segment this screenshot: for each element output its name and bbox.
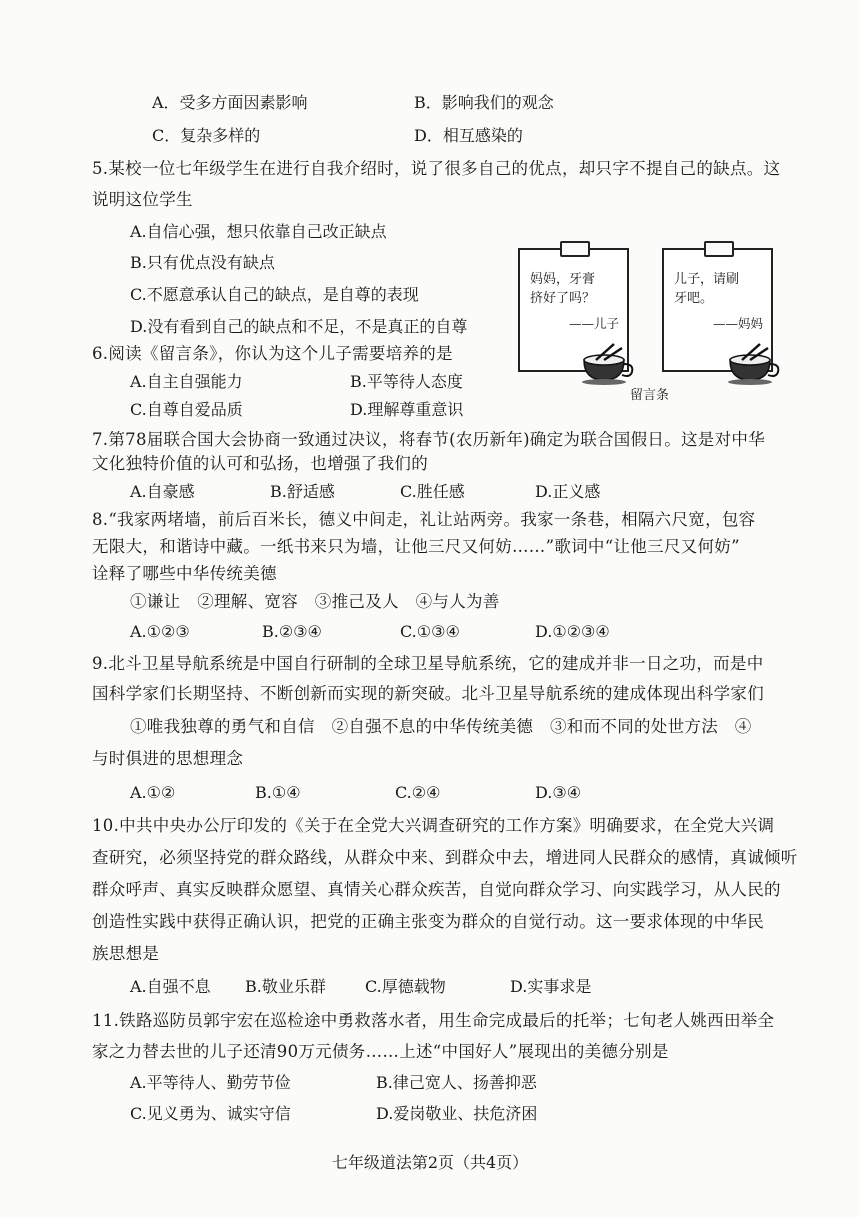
q6-stem: 6.阅读《留言条》，你认为这个儿子需要培养的是 — [92, 344, 453, 363]
q9-statements-line-1: ①唯我独尊的勇气和自信 ②自强不息的中华传统美德 ③和而不同的处世方法 ④ — [130, 717, 752, 736]
q8-stem-line-1: 8.“我家两堵墙，前后百米长，德义中间走，礼让站两旁。我家一条巷，相隔六尺宽，包容 — [92, 510, 756, 529]
q9-stem-line-2: 国科学家们长期坚持、不断创新而实现的新突破。北斗卫星导航系统的建成体现出科学家们 — [92, 684, 764, 703]
q10-stem-line-1: 10.中共中央办公厅印发的《关于在全党大兴调查研究的工作方案》明确要求，在全党大兴调 — [92, 816, 775, 835]
q6-option-a: A.自主自强能力 — [130, 372, 243, 391]
q7-stem-line-2: 文化独特价值的认可和弘扬，也增强了我们的 — [92, 454, 428, 473]
q9-option-b: B.①④ — [255, 783, 301, 802]
q10-stem-line-4: 创造性实践中获得正确认识，把党的正确主张变为群众的自觉行动。这一要求体现的中华民 — [92, 912, 764, 931]
q9-option-d: D.③④ — [535, 783, 582, 802]
clipboard-clip-icon — [560, 241, 590, 257]
q11-option-b: B.律己宽人、扬善抑恶 — [376, 1073, 537, 1092]
illustration-caption: 留言条 — [630, 388, 670, 403]
q7-option-b: B.舒适感 — [270, 482, 335, 501]
q9-option-c: C.②④ — [395, 783, 441, 802]
q10-option-b: B.敬业乐群 — [245, 977, 326, 996]
q8-option-c: C.①③④ — [400, 622, 460, 641]
note-mom-signature: ——妈妈 — [712, 316, 763, 331]
q5-option-b: B.只有优点没有缺点 — [130, 253, 275, 272]
q4-option-a: A．受多方面因素影响 — [152, 93, 308, 112]
note-son-line-2: 挤好了吗？ — [530, 291, 596, 306]
q11-stem-line-2: 家之力替去世的儿子还清90万元债务……上述“中国好人”展现出的美德分别是 — [92, 1042, 669, 1061]
q7-option-c: C.胜任感 — [400, 482, 465, 501]
clipboard-clip-icon — [704, 241, 734, 257]
q4-option-c: C．复杂多样的 — [152, 126, 261, 145]
q11-stem-line-1: 11.铁路巡防员郭宇宏在巡检途中勇救落水者，用生命完成最后的托举；七旬老人姚西田举全 — [92, 1011, 775, 1030]
toothbrush-cup-icon — [724, 342, 784, 386]
q10-option-c: C.厚德载物 — [365, 977, 446, 996]
q5-option-d: D.没有看到自己的缺点和不足，不是真正的自尊 — [130, 317, 468, 336]
q10-option-d: D.实事求是 — [510, 977, 592, 996]
q8-stem-line-3: 诠释了哪些中华传统美德 — [92, 564, 277, 583]
q8-option-b: B.②③④ — [262, 622, 322, 641]
q10-stem-line-5: 族思想是 — [92, 944, 160, 963]
q5-stem-line-2: 说明这位学生 — [92, 190, 193, 209]
q7-option-a: A.自豪感 — [130, 482, 195, 501]
q11-option-c: C.见义勇为、诚实守信 — [130, 1104, 291, 1123]
q4-option-b: B．影响我们的观念 — [414, 93, 554, 112]
message-notes-illustration — [512, 238, 777, 406]
q5-option-a: A.自信心强，想只依靠自己改正缺点 — [130, 222, 387, 241]
q7-stem-line-1: 7.第78届联合国大会协商一致通过决议，将春节(农历新年)确定为联合国假日。这是对中华 — [92, 430, 766, 449]
note-son-signature: ——儿子 — [568, 316, 619, 331]
toothbrush-cup-icon — [578, 342, 638, 386]
q4-option-d: D．相互感染的 — [414, 126, 523, 145]
note-mom-line-1: 儿子，请刷 — [674, 272, 740, 287]
q6-option-c: C.自尊自爱品质 — [130, 400, 243, 419]
note-mom-line-2: 牙吧。 — [674, 291, 714, 306]
q10-option-a: A.自强不息 — [130, 977, 211, 996]
q6-option-d: D.理解尊重意识 — [350, 400, 464, 419]
q10-stem-line-2: 查研究，必须坚持党的群众路线，从群众中来、到群众中去，增进同人民群众的感情，真诚倾听 — [92, 848, 798, 867]
q8-statements: ①谦让 ②理解、宽容 ③推己及人 ④与人为善 — [130, 592, 500, 611]
q9-statements-line-2: 与时俱进的思想理念 — [92, 749, 244, 768]
q9-stem-line-1: 9.北斗卫星导航系统是中国自行研制的全球卫星导航系统，它的建成并非一日之功，而是中 — [92, 654, 764, 673]
q8-stem-line-2: 无限大，和谐诗中藏。一纸书来只为墙，让他三尺又何妨……”歌词中“让他三尺又何妨” — [92, 537, 740, 556]
q8-option-d: D.①②③④ — [535, 622, 610, 641]
q10-stem-line-3: 群众呼声、真实反映群众愿望、真情关心群众疾苦，自觉向群众学习、向实践学习，从人民的 — [92, 880, 781, 899]
q5-option-c: C.不愿意承认自己的缺点，是自尊的表现 — [130, 285, 419, 304]
q11-option-d: D.爱岗敬业、扶危济困 — [376, 1104, 538, 1123]
q8-option-a: A.①②③ — [130, 622, 190, 641]
q5-stem-line-1: 5.某校一位七年级学生在进行自我介绍时，说了很多自己的优点，却只字不提自己的缺点。这 — [92, 159, 781, 178]
q11-option-a: A.平等待人、勤劳节俭 — [130, 1073, 291, 1092]
q6-option-b: B.平等待人态度 — [350, 372, 463, 391]
note-son-line-1: 妈妈，牙膏 — [530, 272, 596, 287]
q7-option-d: D.正义感 — [535, 482, 601, 501]
page-footer: 七年级道法第2页（共4页） — [331, 1153, 529, 1172]
q9-option-a: A.①② — [130, 783, 176, 802]
